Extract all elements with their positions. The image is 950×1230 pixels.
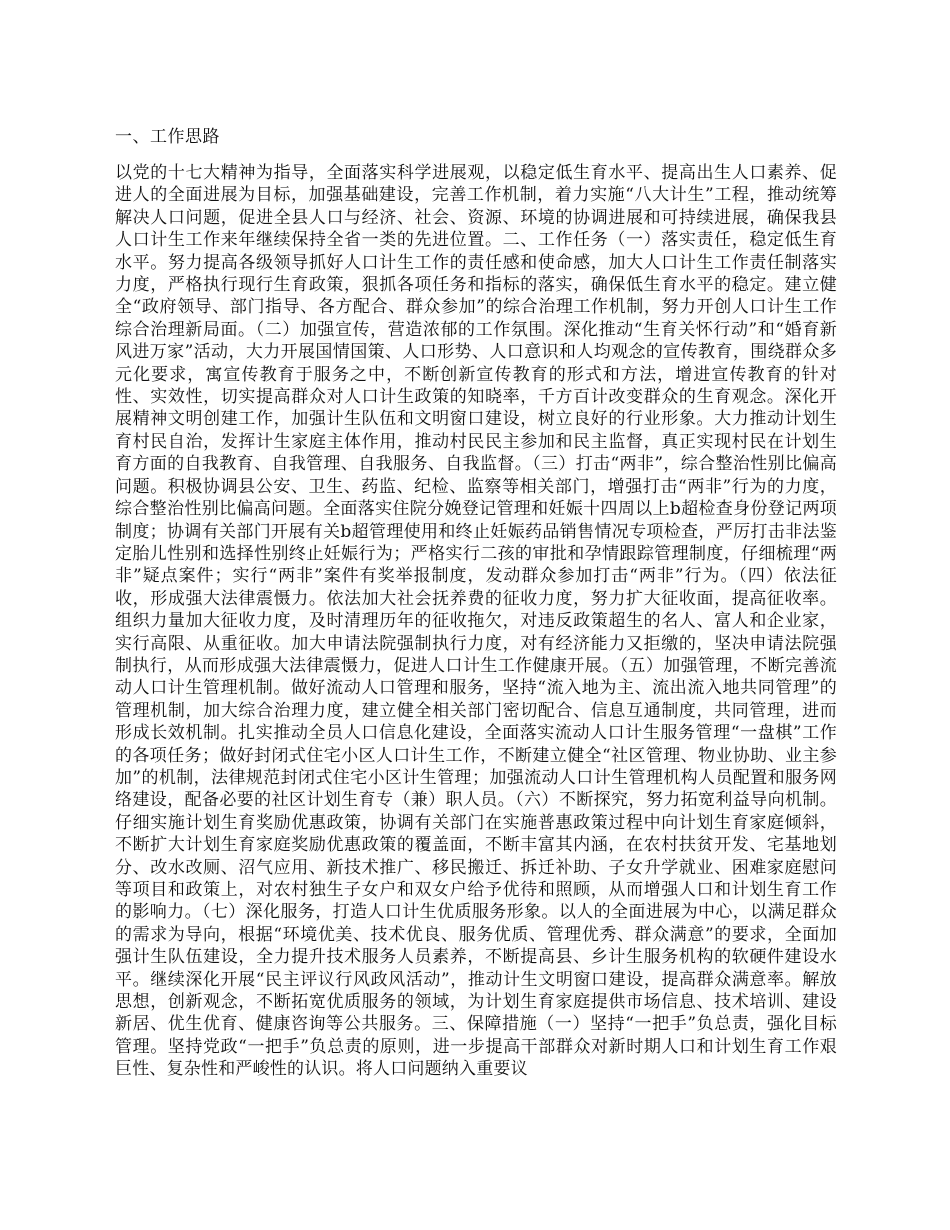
body-paragraph: 以党的十七大精神为指导，全面落实科学进展观，以稳定低生育水平、提高出生人口素养、促进人的全面进展为目标，加强基础建设，完善工作机制，着力实施“八大计生”工程，推动统筹解决人口问题，促进全县人口与经济、社会、资源、环境的协调进展和可持续进展，确保我县人口计生工作来年继续保持全省一类的先进位置。二、工作任务（一）落实责任，稳定低生育水平。努力提高各级领导抓好人口计生工作的责任感和使命感，加大人口计生工作责任制落实力度，严格执行现行生育政策，狠抓各项任务和指标的落实，确保低生育水平的稳定。建立健全“政府领导、部门指导、各方配合、群众参加”的综合治理工作机制，努力开创人口计生工作综合治理新局面。（二）加强宣传，营造浓郁的工作氛围。深化推动“生育关怀行动”和“婚育新风进万家”活动，大力开展国情国策、人口形势、人口意识和人均观念的宣传教育，围绕群众多元化要求，寓宣传教育于服务之中，不断创新宣传教育的形式和方法，增进宣传教育的针对性、实效性，切实提高群众对人口计生政策的知晓率，千方百计改变群众的生育观念。深化开展精神文明创建工作，加强计生队伍和文明窗口建设，树立良好的行业形象。大力推动计划生育村民自治，发挥计生家庭主体作用，推动村民民主参加和民主监督，真正实现村民在计划生育方面的自我教育、自我管理、自我服务、自我监督。（三）打击“两非”，综合整治性别比偏高问题。积极协调县公安、卫生、药监、纪检、监察等相关部门，增强打击“两非”行为的力度，综合整治性别比偏高问题。全面落实住院分娩登记管理和妊娠十四周以上b超检查身份登记两项制度；协调有关部门开展有关b超管理使用和终止妊娠药品销售情况专项检查，严厉打击非法鉴定胎儿性别和选择性别终止妊娠行为；严格实行二孩的审批和孕情跟踪管理制度，仔细梳理“两非”疑点案件；实行“两非”案件有奖举报制度，发动群众参加打击“两非”行为。（四）依法征收，形成强大法律震慑力。依法加大社会抚养费的征收力度，努力扩大征收面，提高征收率。组织力量加大征收力度，及时清理历年的征收拖欠，对违反政策超生的名人、富人和企业家，实行高限、从重征收。加大申请法院强制执行力度，对有经济能力又拒缴的，坚决申请法院强制执行，从而形成强大法律震慑力，促进人口计生工作健康开展。（五）加强管理，不断完善流动人口计生管理机制。做好流动人口管理和服务，坚持“流入地为主、流出流入地共同管理”的管理机制，加大综合治理力度，建立健全相关部门密切配合、信息互通制度，共同管理，进而形成长效机制。扎实推动全员人口信息化建设，全面落实流动人口计生服务管理“一盘棋”工作的各项任务；做好封闭式住宅小区人口计生工作，不断建立健全“社区管理、物业协助、业主参加”的机制，法律规范封闭式住宅小区计生管理；加强流动人口计生管理机构人员配置和服务网络建设，配备必要的社区计划生育专（兼）职人员。（六）不断探究，努力拓宽利益导向机制。仔细实施计划生育奖励优惠政策，协调有关部门在实施普惠政策过程中向计划生育家庭倾斜，不断扩大计划生育家庭奖励优惠政策的覆盖面，不断丰富其内涵，在农村扶贫开发、宅基地划分、改水改厕、沼气应用、新技术推广、移民搬迁、拆迁补助、子女升学就业、困难家庭慰问等项目和政策上，对农村独生子女户和双女户给予优待和照顾，从而增强人口和计划生育工作的影响力。（七）深化服务，打造人口计生优质服务形象。以人的全面进展为中心，以满足群众的需求为导向，根据“环境优美、技术优良、服务优质、管理优秀、群众满意”的要求，全面加强计生队伍建设，全力提升技术服务人员素养，不断提高县、乡计生服务机构的软硬件建设水平。继续深化开展“民主评议行风政风活动”，推动计生文明窗口建设，提高群众满意率。解放思想，创新观念，不断拓宽优质服务的领域，为计划生育家庭提供市场信息、技术培训、建设新居、优生优育、健康咨询等公共服务。三、保障措施（一）坚持“一把手”负总责，强化目标管理。坚持党政“一把手”负总责的原则，进一步提高干部群众对新时期人口和计划生育工作艰巨性、复杂性和严峻性的认识。将人口问题纳入重要议 <box>115 163 837 1080</box>
section-heading: 一、工作思路 <box>115 127 220 147</box>
document-page <box>115 126 837 1081</box>
